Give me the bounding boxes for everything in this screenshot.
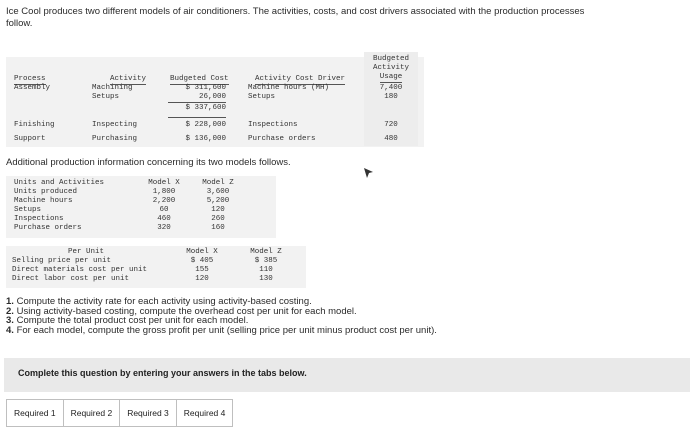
units-cell-z: 120 <box>211 206 225 214</box>
activity-inspecting: Inspecting <box>92 121 138 129</box>
required-tabs <box>6 399 233 427</box>
driver-machine-hours: Machine hours (MH) <box>248 84 330 92</box>
tab-required-4[interactable]: Required 4 <box>177 400 233 426</box>
requirements-list <box>6 297 696 335</box>
budgeted-usage-header: Budgeted Activity Usage <box>372 55 409 81</box>
units-activities-header: Units and Activities <box>14 179 105 187</box>
per-unit-cell-z: 110 <box>259 266 273 274</box>
units-row-label: Machine hours <box>14 197 73 205</box>
tab-required-1[interactable]: Required 1 <box>7 400 64 426</box>
per-unit-cell-z: 130 <box>259 275 273 283</box>
units-row-labels <box>14 188 82 233</box>
requirement-item: 2. Using activity-based costing, compute the overhead cost per unit for each model. <box>6 305 357 317</box>
per-unit-header: Per Unit <box>68 248 105 256</box>
cost-inspecting: $ 228,000 <box>168 117 226 130</box>
problem-intro: Ice Cool produces two different models of air conditioners. The activities, costs, and cost drivers associated with the production processes follow. <box>6 6 585 29</box>
requirement-item: 1. Compute the activity rate for each activity using activity-based costing. <box>6 296 312 307</box>
per-unit-row-label: Selling price per unit <box>12 257 112 265</box>
cost-setups: 26,000 <box>168 93 226 103</box>
per-unit-row-label: Direct labor cost per unit <box>12 275 130 283</box>
units-row-label: Setups <box>14 206 42 214</box>
units-cell-x: 320 <box>157 224 171 232</box>
per-unit-row-label: Direct materials cost per unit <box>12 266 148 274</box>
units-model-z-values <box>196 188 240 233</box>
process-assembly: Assembly <box>14 84 51 92</box>
requirement-item: 3. Compute the total product cost per unit for each model. <box>6 315 249 326</box>
header-process: Process <box>14 75 46 83</box>
process-support: Support <box>14 135 46 143</box>
per-unit-model-z-values <box>244 257 288 284</box>
units-cell-x: 2,200 <box>152 197 176 205</box>
units-cell-z: 160 <box>211 224 225 232</box>
header-activity: Activity <box>110 75 147 83</box>
per-unit-cell-x: 120 <box>195 275 209 283</box>
units-cell-z: 260 <box>211 215 225 223</box>
per-unit-col-model-z: Model Z <box>250 248 282 256</box>
units-cell-z: 3,600 <box>206 188 230 196</box>
per-unit-col-model-x: Model X <box>186 248 218 256</box>
requirement-item: 4. For each model, compute the gross profit per unit (selling price per unit minus product cost per unit). <box>6 324 437 336</box>
instruction-text: Complete this question by entering your answers in the tabs below. <box>18 368 307 378</box>
units-cell-x: 60 <box>159 206 169 214</box>
units-row-label: Units produced <box>14 188 78 196</box>
header-budgeted-cost: Budgeted Cost <box>170 75 229 83</box>
usage-purchasing: 480 <box>384 135 398 143</box>
units-cell-x: 460 <box>157 215 171 223</box>
units-cell-x: 1,800 <box>152 188 176 196</box>
per-unit-model-x-values <box>180 257 224 284</box>
units-cell-z: 5,200 <box>206 197 230 205</box>
driver-inspections: Inspections <box>248 121 298 129</box>
additional-info-text: Additional production information concerning its two models follows. <box>6 157 291 168</box>
driver-purchase-orders: Purchase orders <box>248 135 316 143</box>
cost-assembly-subtotal: $ 337,600 <box>185 104 226 112</box>
units-col-model-x: Model X <box>148 179 180 187</box>
instruction-banner <box>4 358 690 392</box>
usage-machining: 7,400 <box>379 84 403 92</box>
per-unit-cell-z: $ 385 <box>254 257 278 265</box>
mouse-cursor-icon <box>364 165 373 183</box>
activity-machining: Machining <box>92 84 133 92</box>
cost-machining: $ 311,600 <box>185 84 226 92</box>
activity-purchasing: Purchasing <box>92 135 138 143</box>
per-unit-cell-x: 155 <box>195 266 209 274</box>
units-row-label: Inspections <box>14 215 64 223</box>
header-activity-cost-driver: Activity Cost Driver <box>255 75 346 83</box>
usage-inspecting: 720 <box>384 121 398 129</box>
tab-required-2[interactable]: Required 2 <box>64 400 121 426</box>
per-unit-row-labels <box>12 257 147 284</box>
units-col-model-z: Model Z <box>202 179 234 187</box>
driver-setups: Setups <box>248 93 276 101</box>
units-row-label: Purchase orders <box>14 224 82 232</box>
usage-setups: 180 <box>384 93 398 101</box>
process-finishing: Finishing <box>14 121 55 129</box>
per-unit-cell-x: $ 405 <box>190 257 214 265</box>
activity-setups: Setups <box>92 93 120 101</box>
units-model-x-values <box>142 188 186 233</box>
tab-required-3[interactable]: Required 3 <box>120 400 177 426</box>
cost-purchasing: $ 136,000 <box>185 135 226 143</box>
